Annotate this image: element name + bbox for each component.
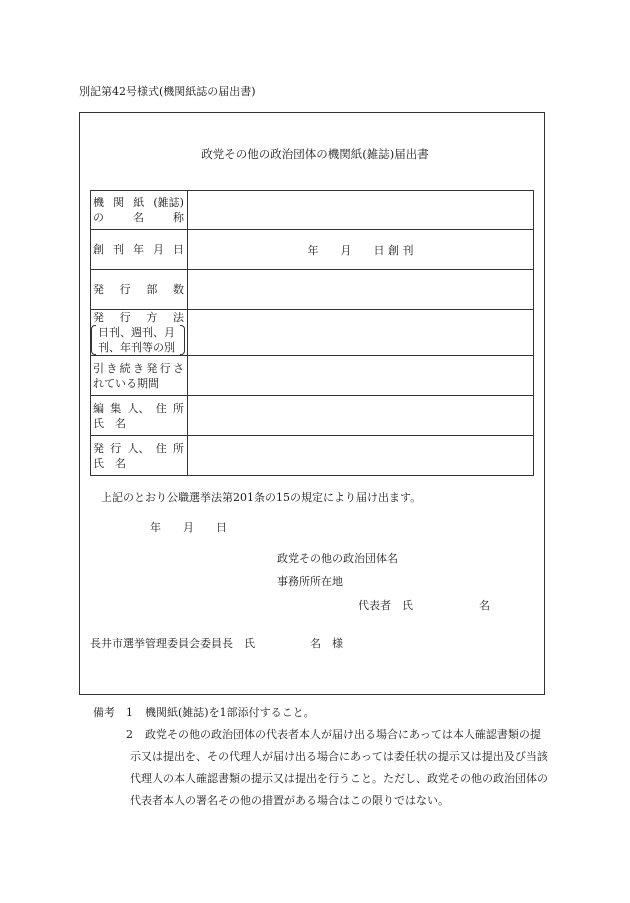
- label-founded-date: 創 刊 年 月 日: [91, 230, 188, 270]
- value-publication-name[interactable]: [188, 191, 534, 230]
- label-publisher: 発 行 人、 住 所 氏 名: [91, 436, 188, 476]
- row-founded-date: [91, 230, 534, 270]
- note-text-2: 政党その他の政治団体の代表者本人が届け出る場合にあっては本人確認書類の提示又は提出を、その代理人が届け出る場合にあっては委任状の提示又は提出及び当該代理人の本人確認書類の提示又は提出を行うこと。ただし、政党その他の政治団体の代表者本人の署名その他の措置がある場合はこの限りではない。: [130, 728, 548, 807]
- value-editor[interactable]: [188, 396, 534, 436]
- representative-name[interactable]: 代表者 氏 名: [358, 599, 490, 612]
- row-publication-name: [91, 191, 534, 230]
- value-publish-period[interactable]: [188, 356, 534, 396]
- value-founded-date[interactable]: 年 月 日 創 刊: [188, 230, 534, 270]
- label-copies: 発 行 部 数: [91, 270, 188, 310]
- form-label: 別記第42号様式(機関紙誌の届出書): [79, 85, 256, 98]
- row-publisher: [91, 436, 534, 476]
- note-text-1: 機関紙(雑誌)を1部添付すること。: [145, 706, 315, 719]
- label-editor: 編 集 人、 住 所 氏 名: [91, 396, 188, 436]
- label-publish-period: 引 き 続 き 発 行 さ れている期間: [91, 356, 188, 396]
- org-name-label: 政党その他の政治団体名: [277, 552, 398, 565]
- statement-text: 上記のとおり公職選挙法第201条の15の規定により届け出ます。: [101, 491, 422, 504]
- note-number-2: 2: [126, 728, 133, 741]
- submission-date[interactable]: 年 月 日: [150, 521, 227, 534]
- row-editor: [91, 396, 534, 436]
- value-copies[interactable]: [188, 270, 534, 310]
- row-publish-period: [91, 356, 534, 396]
- form-title: 政党その他の政治団体の機関紙(雑誌)届出書: [201, 147, 429, 161]
- label-publish-method: 発 行 方 法 日刊、週刊、月 刊、年刊等の別: [91, 310, 188, 356]
- value-publish-method[interactable]: [188, 310, 534, 356]
- form-table: [90, 190, 534, 476]
- value-publisher[interactable]: [188, 436, 534, 476]
- addressee: 長井市選挙管理委員会委員長 氏 名 様: [90, 637, 343, 650]
- notes-heading: 備考: [93, 706, 115, 719]
- method-bracket: 日刊、週刊、月 刊、年刊等の別: [93, 325, 187, 355]
- note-number-1: 1: [126, 706, 133, 719]
- label-publication-name: 機 関 紙 (雑誌) の 名 称: [91, 191, 188, 230]
- row-copies: [91, 270, 534, 310]
- office-address-label: 事務所所在地: [277, 575, 343, 588]
- row-publish-method: [91, 310, 534, 356]
